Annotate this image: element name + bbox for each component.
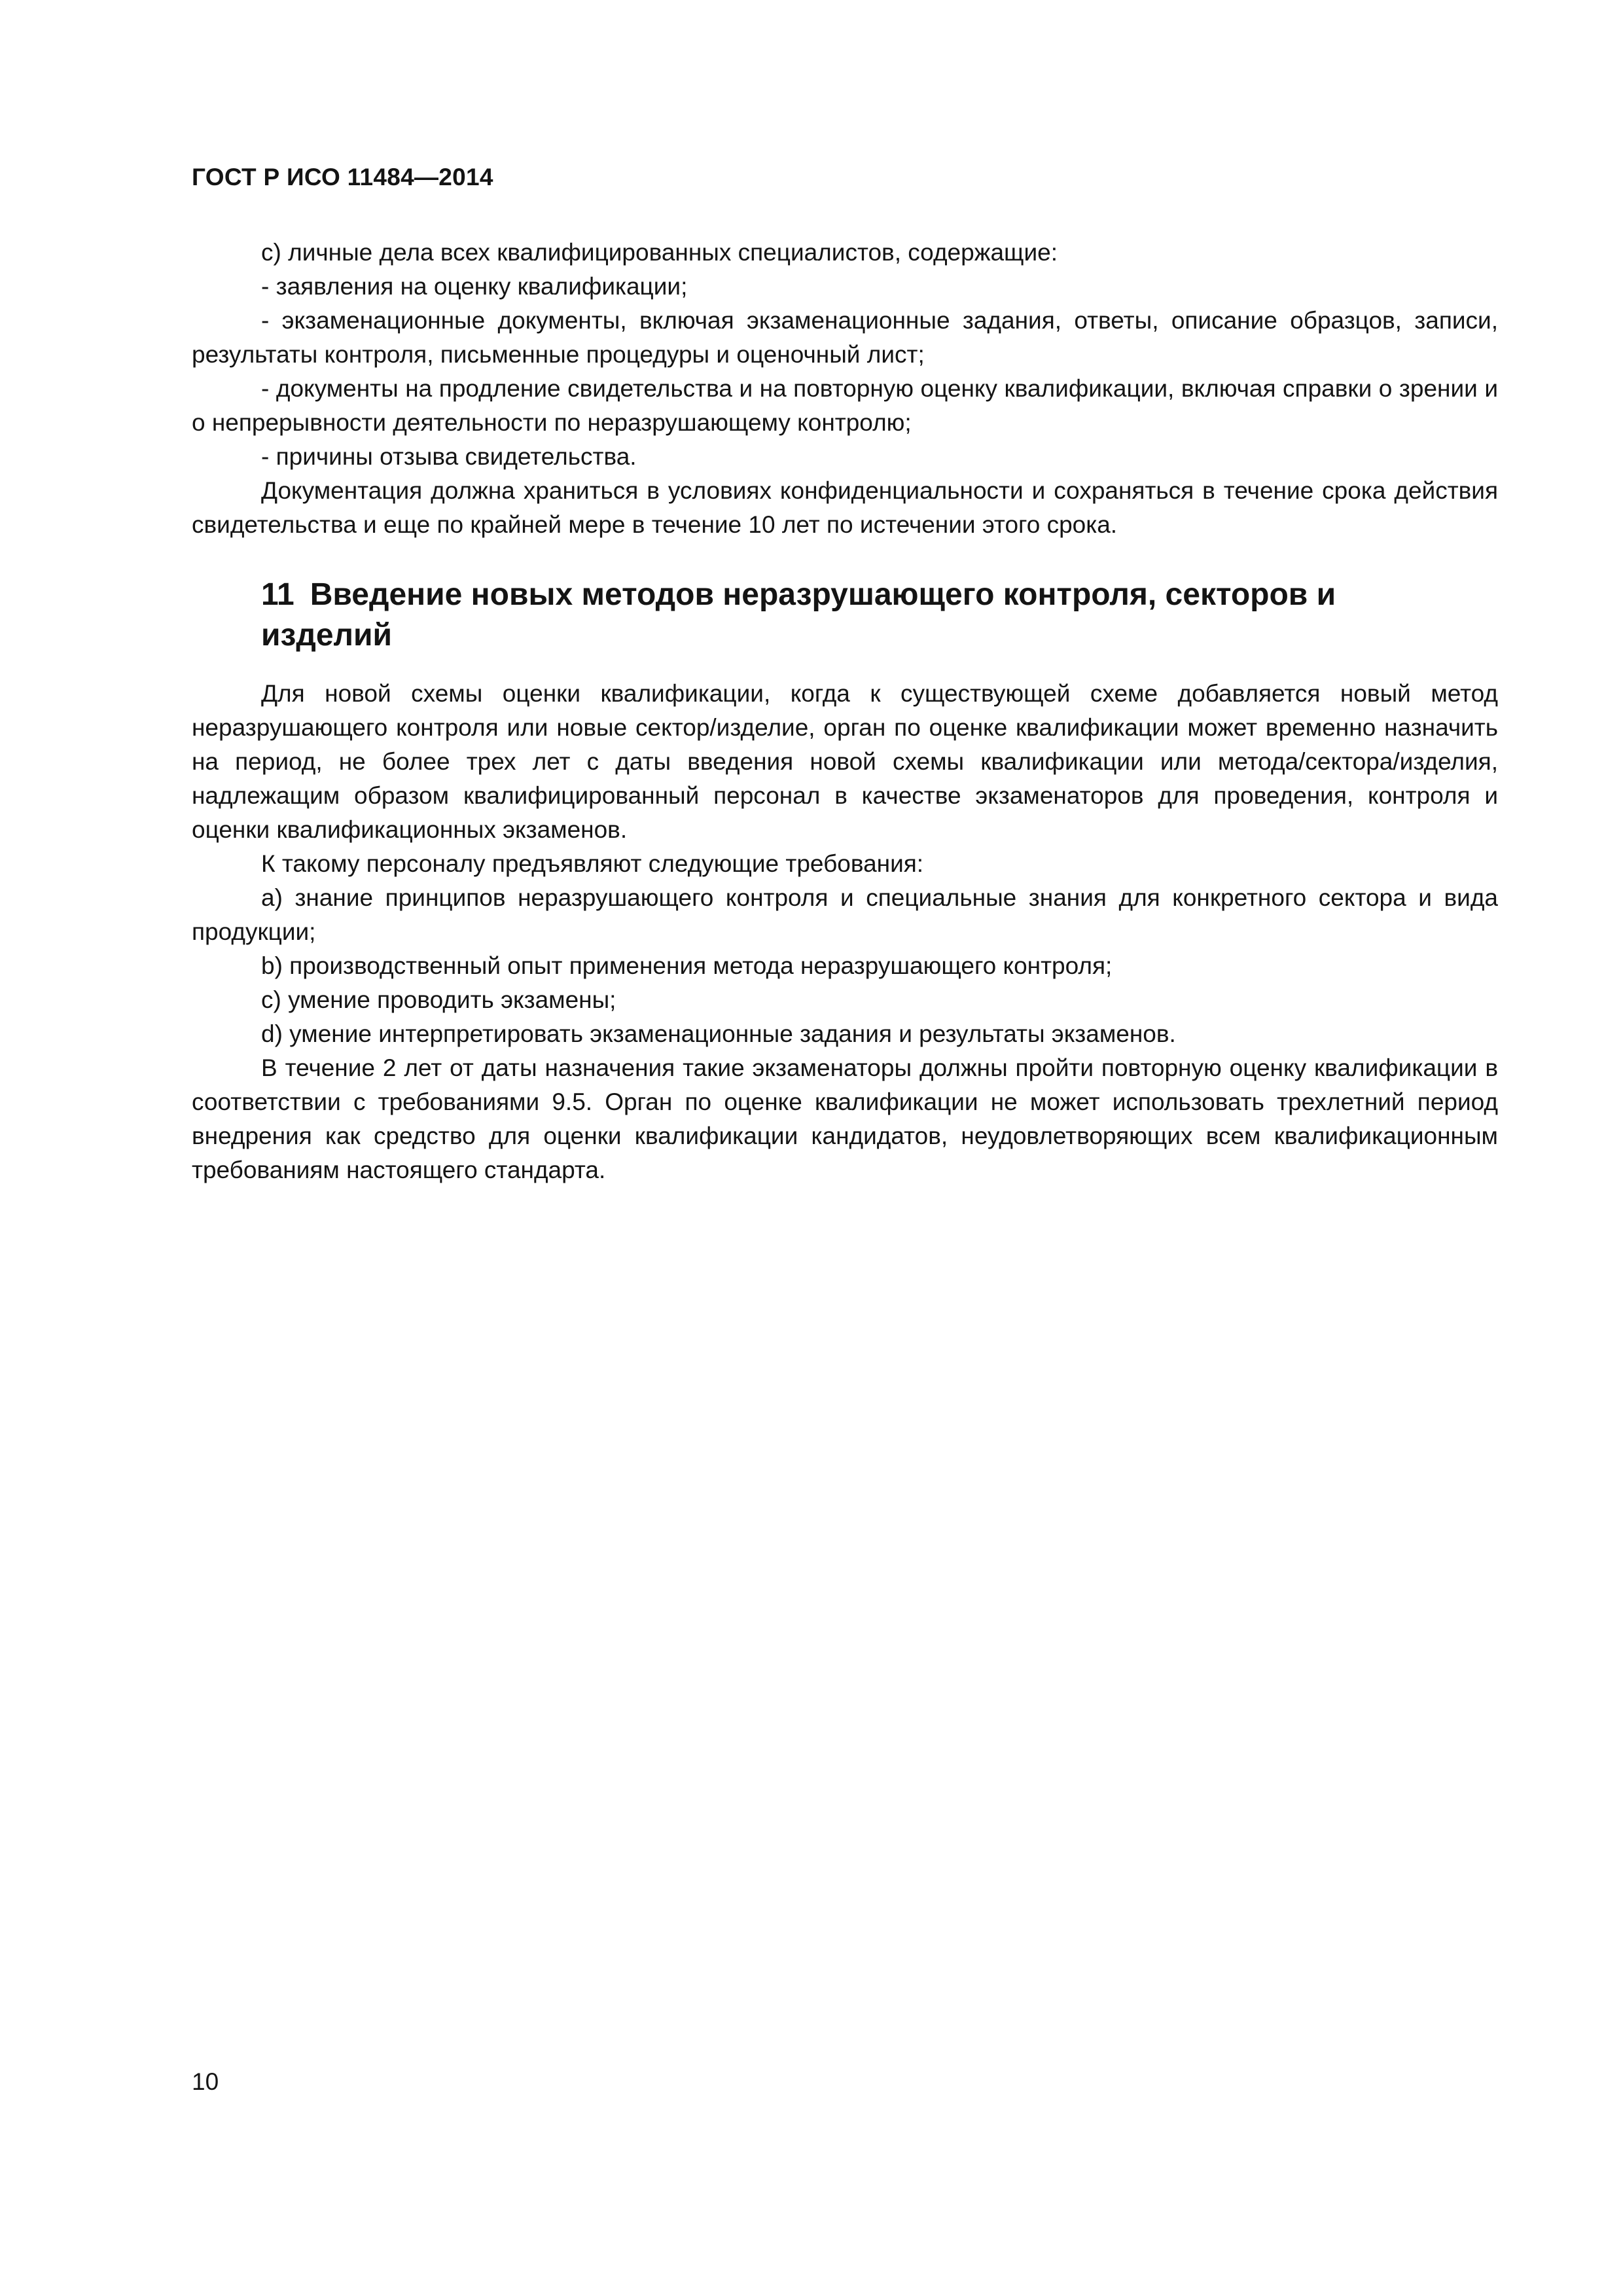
paragraph-documentation-storage: Документация должна храниться в условиях конфиденциальности и сохраняться в течение срока действия свидетельства и еще по крайней мере в течение 10 лет по истечении этого срока. [192,477,1498,538]
section-10-continuation [192,236,1498,542]
paragraph-requalification: В течение 2 лет от даты назначения такие экзаменаторы должны пройти повторную оценку квалификации в соответствии с требованиями 9.5. Орган по оценке квалификации не может использовать трехлетний период внедрения как средство для оценки квалификации кандидатов, неудовлетворяющих всем квалификационным требованиям настоящего стандарта. [192,1054,1498,1183]
list-item-c-personal-files: c) личные дела всех квалифицированных специалистов, содержащие: [261,239,1058,266]
page-content [192,236,1498,1187]
paragraph-requirements-intro: К такому персоналу предъявляют следующие требования: [261,850,924,877]
list-item-a-knowledge: a) знание принципов неразрушающего контроля и специальные знания для конкретного сектора и вида продукции; [192,884,1498,945]
list-subitem-exam-documents: - экзаменационные документы, включая экзаменационные задания, ответы, описание образцов, записи, результаты контроля, письменные процедуры и оценочный лист; [192,307,1498,368]
section-11-number: 11 [261,577,294,612]
document-code-header: ГОСТ Р ИСО 11484—2014 [192,164,493,190]
list-subitem-applications: - заявления на оценку квалификации; [261,273,688,300]
section-11-body [192,677,1498,1187]
list-item-b-experience: b) производственный опыт применения метода неразрушающего контроля; [261,952,1113,979]
paragraph-new-scheme: Для новой схемы оценки квалификации, когда к существующей схеме добавляется новый метод неразрушающего контроля или новые сектор/изделие, орган по оценке квалификации может временно назначить на период, не более трех лет с даты введения новой схемы квалификации или метода/сектора/изделия, надлежащим образом квалифицированный персонал в качестве экзаменаторов для проведения, контроля и оценки квалификационных экзаменов. [192,680,1498,843]
list-item-d-interpret: d) умение интерпретировать экзаменационные задания и результаты экзаменов. [261,1020,1176,1047]
list-item-c-conduct-exams: c) умение проводить экзамены; [261,986,616,1013]
list-subitem-renewal-documents: - документы на продление свидетельства и на повторную оценку квалификации, включая справки о зрении и о непрерывности деятельности по неразрушающему контролю; [192,375,1498,436]
page-number: 10 [192,2068,219,2095]
list-subitem-withdrawal-reasons: - причины отзыва свидетельства. [261,443,637,470]
section-11-heading [261,575,1374,656]
section-11-title: Введение новых методов неразрушающего контроля, секторов и изделий [261,577,1336,653]
